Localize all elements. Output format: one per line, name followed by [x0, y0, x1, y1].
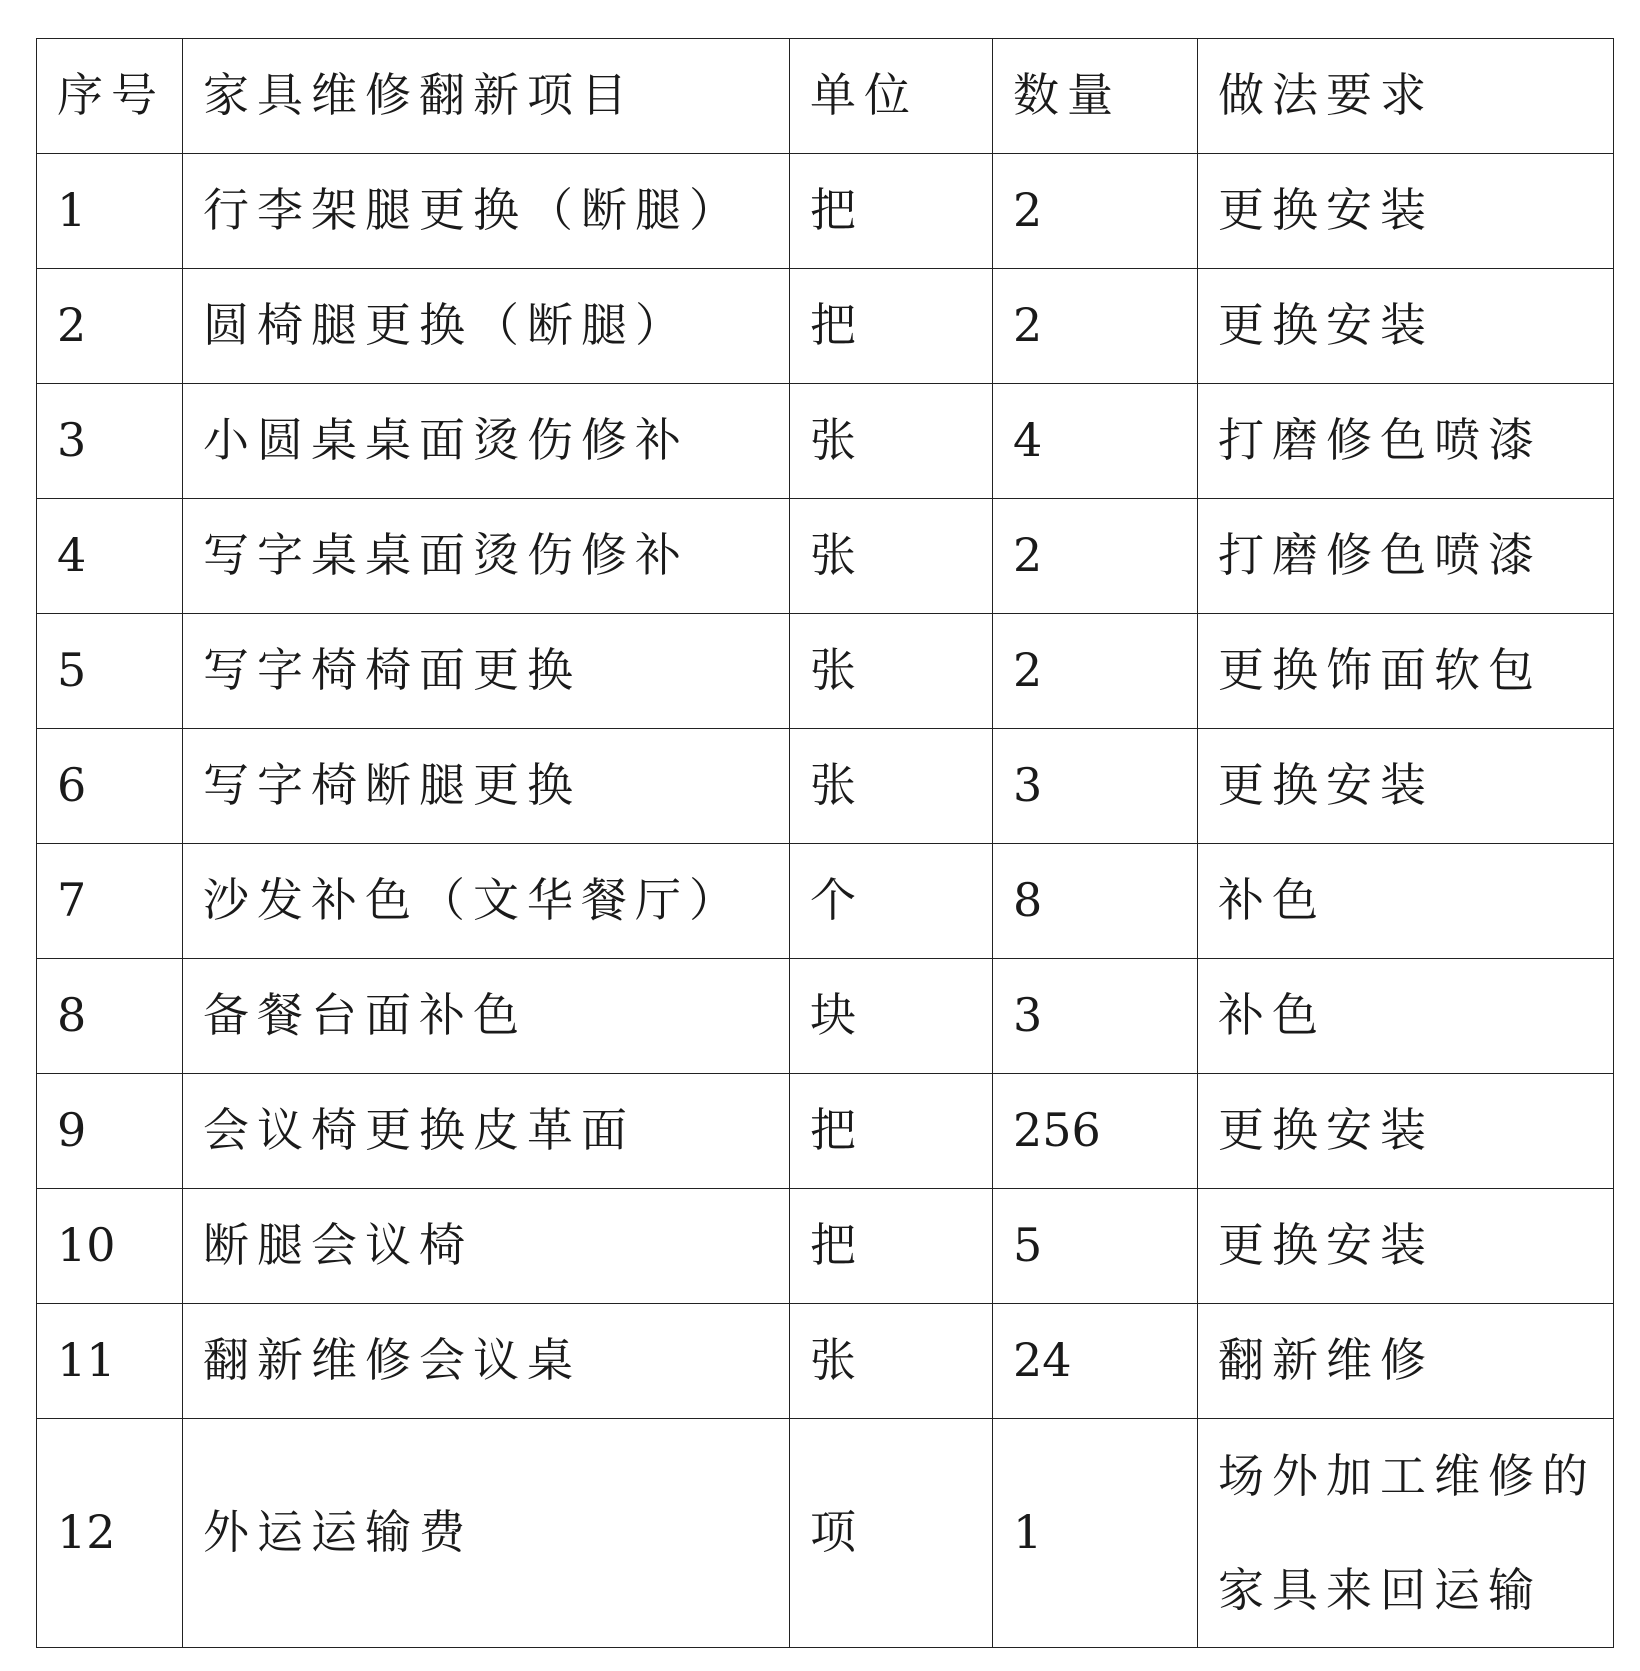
table-row	[37, 844, 1614, 959]
cell-unit: 把	[790, 269, 993, 384]
table-row	[37, 499, 1614, 614]
cell-serial-number: 10	[37, 1189, 183, 1304]
cell-quantity: 8	[993, 844, 1198, 959]
header-quantity: 数量	[993, 39, 1198, 154]
table-row	[37, 729, 1614, 844]
cell-unit: 把	[790, 1074, 993, 1189]
cell-quantity: 2	[993, 154, 1198, 269]
cell-repair-item: 外运运输费	[183, 1419, 790, 1648]
cell-repair-item: 写字椅断腿更换	[183, 729, 790, 844]
cell-unit: 项	[790, 1419, 993, 1648]
cell-serial-number: 5	[37, 614, 183, 729]
cell-quantity: 1	[993, 1419, 1198, 1648]
cell-method-requirement: 更换安装	[1198, 154, 1614, 269]
cell-method-requirement: 更换安装	[1198, 269, 1614, 384]
cell-unit: 张	[790, 729, 993, 844]
table-row	[37, 614, 1614, 729]
header-serial-number: 序号	[37, 39, 183, 154]
cell-quantity: 2	[993, 614, 1198, 729]
cell-method-requirement: 打磨修色喷漆	[1198, 384, 1614, 499]
table-header-row	[37, 39, 1614, 154]
cell-unit: 把	[790, 1189, 993, 1304]
header-repair-item: 家具维修翻新项目	[183, 39, 790, 154]
cell-quantity: 24	[993, 1304, 1198, 1419]
cell-repair-item: 圆椅腿更换（断腿）	[183, 269, 790, 384]
cell-unit: 把	[790, 154, 993, 269]
cell-method-requirement: 更换安装	[1198, 1074, 1614, 1189]
cell-method-requirement: 补色	[1198, 959, 1614, 1074]
cell-quantity: 2	[993, 499, 1198, 614]
cell-unit: 张	[790, 614, 993, 729]
cell-quantity: 5	[993, 1189, 1198, 1304]
cell-unit: 块	[790, 959, 993, 1074]
repair-items-table	[36, 38, 1614, 1648]
cell-repair-item: 翻新维修会议桌	[183, 1304, 790, 1419]
cell-serial-number: 3	[37, 384, 183, 499]
cell-repair-item: 备餐台面补色	[183, 959, 790, 1074]
cell-quantity: 256	[993, 1074, 1198, 1189]
cell-repair-item: 会议椅更换皮革面	[183, 1074, 790, 1189]
cell-serial-number: 11	[37, 1304, 183, 1419]
cell-method-requirement: 更换安装	[1198, 1189, 1614, 1304]
cell-serial-number: 2	[37, 269, 183, 384]
cell-serial-number: 12	[37, 1419, 183, 1648]
cell-repair-item: 写字桌桌面烫伤修补	[183, 499, 790, 614]
cell-serial-number: 8	[37, 959, 183, 1074]
cell-quantity: 2	[993, 269, 1198, 384]
cell-method-requirement: 更换饰面软包	[1198, 614, 1614, 729]
cell-serial-number: 1	[37, 154, 183, 269]
cell-method-requirement: 打磨修色喷漆	[1198, 499, 1614, 614]
cell-unit: 个	[790, 844, 993, 959]
table-row	[37, 154, 1614, 269]
cell-quantity: 4	[993, 384, 1198, 499]
cell-unit: 张	[790, 1304, 993, 1419]
cell-serial-number: 9	[37, 1074, 183, 1189]
table-row	[37, 959, 1614, 1074]
header-method-requirement: 做法要求	[1198, 39, 1614, 154]
cell-method-requirement: 补色	[1198, 844, 1614, 959]
cell-repair-item: 沙发补色（文华餐厅）	[183, 844, 790, 959]
cell-serial-number: 4	[37, 499, 183, 614]
table-row	[37, 1304, 1614, 1419]
cell-repair-item: 断腿会议椅	[183, 1189, 790, 1304]
table-row	[37, 1074, 1614, 1189]
cell-serial-number: 6	[37, 729, 183, 844]
cell-method-requirement: 场外加工维修的家具来回运输	[1198, 1419, 1614, 1648]
table-row	[37, 384, 1614, 499]
cell-quantity: 3	[993, 959, 1198, 1074]
cell-serial-number: 7	[37, 844, 183, 959]
cell-repair-item: 小圆桌桌面烫伤修补	[183, 384, 790, 499]
table-row	[37, 1419, 1614, 1648]
table-row	[37, 269, 1614, 384]
cell-method-requirement: 翻新维修	[1198, 1304, 1614, 1419]
cell-unit: 张	[790, 384, 993, 499]
table-row	[37, 1189, 1614, 1304]
cell-repair-item: 写字椅椅面更换	[183, 614, 790, 729]
cell-method-requirement: 更换安装	[1198, 729, 1614, 844]
header-unit: 单位	[790, 39, 993, 154]
cell-unit: 张	[790, 499, 993, 614]
cell-repair-item: 行李架腿更换（断腿）	[183, 154, 790, 269]
cell-quantity: 3	[993, 729, 1198, 844]
